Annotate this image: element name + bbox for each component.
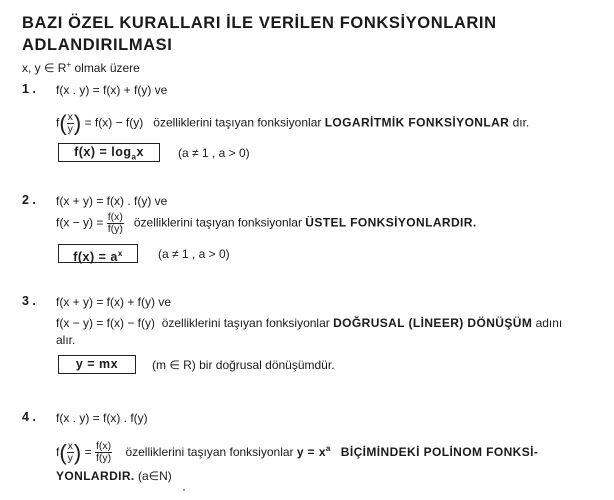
item-4-line3: YONLARDIR. (a∈N) (56, 469, 172, 483)
item-4-line2: f( $\frac{x}{y}$ ) = $\frac{f(x)}{f(y)}$ özelliklerini taşıyan fonksiyonlar $y = x^a$ BİÇİMİNDEKİ POLİNOM FONKSİ- (56, 439, 539, 465)
item-1-note: (a ≠ 1 , a > 0) (178, 146, 250, 160)
item-3-line1: f(x + y) = f(x) + f(y) ve (56, 295, 172, 309)
scan-speck (183, 489, 185, 491)
item-3-number: 3 . (22, 294, 36, 308)
item-3-line3: alır. (56, 333, 76, 347)
item-2-formula-box: $f(x) = a^x$ (58, 244, 138, 263)
condition-text: x, y ∈ R+ olmak üzere (22, 60, 140, 75)
item-1-line2: f( $\frac{x}{y}$ ) = f(x) − f(y) özelliklerini taşıyan fonksiyonlar LOGARİTMİK FONKSİYONLAR dır. (56, 110, 530, 136)
item-4-line1: f(x . y) = f(x) . f(y) (56, 411, 148, 425)
item-1-formula-box: $f(x) = \log_ax$ (58, 143, 160, 162)
item-3-line2: f(x − y) = f(x) − f(y) özelliklerini taşıyan fonksiyonlar DOĞRUSAL (LİNEER) DÖNÜŞÜM adını (56, 316, 563, 330)
fraction-fx-over-fy: $\frac{f(x)}{f(y)}$ (107, 211, 123, 235)
page-title: BAZI ÖZEL KURALLARI İLE VERİLEN FONKSİYONLARIN ADLANDIRILMASI (22, 14, 497, 54)
item-3-note: (m ∈ R) bir doğrusal dönüşümdür. (152, 358, 335, 372)
item-4-number: 4 . (22, 410, 36, 424)
fraction-x-over-y: $\frac{x}{y}$ (67, 111, 73, 135)
fraction-fx-over-fy: $\frac{f(x)}{f(y)}$ (95, 440, 112, 465)
item-2-note: (a ≠ 1 , a > 0) (158, 247, 230, 261)
item-1-line1: f(x . y) = f(x) + f(y) ve (56, 83, 168, 97)
item-2-line1: f(x + y) = f(x) . f(y) ve (56, 194, 168, 208)
item-1-number: 1 . (22, 82, 36, 96)
item-3-formula-box: y = mx (58, 355, 136, 374)
fraction-x-over-y: $\frac{x}{y}$ (67, 440, 73, 465)
item-2-line2: f(x − y) = $\frac{f(x)}{f(y)}$ özelliklerini taşıyan fonksiyonlar ÜSTEL FONKSİYONLARDIR. (56, 211, 477, 235)
item-2-number: 2 . (22, 193, 36, 207)
